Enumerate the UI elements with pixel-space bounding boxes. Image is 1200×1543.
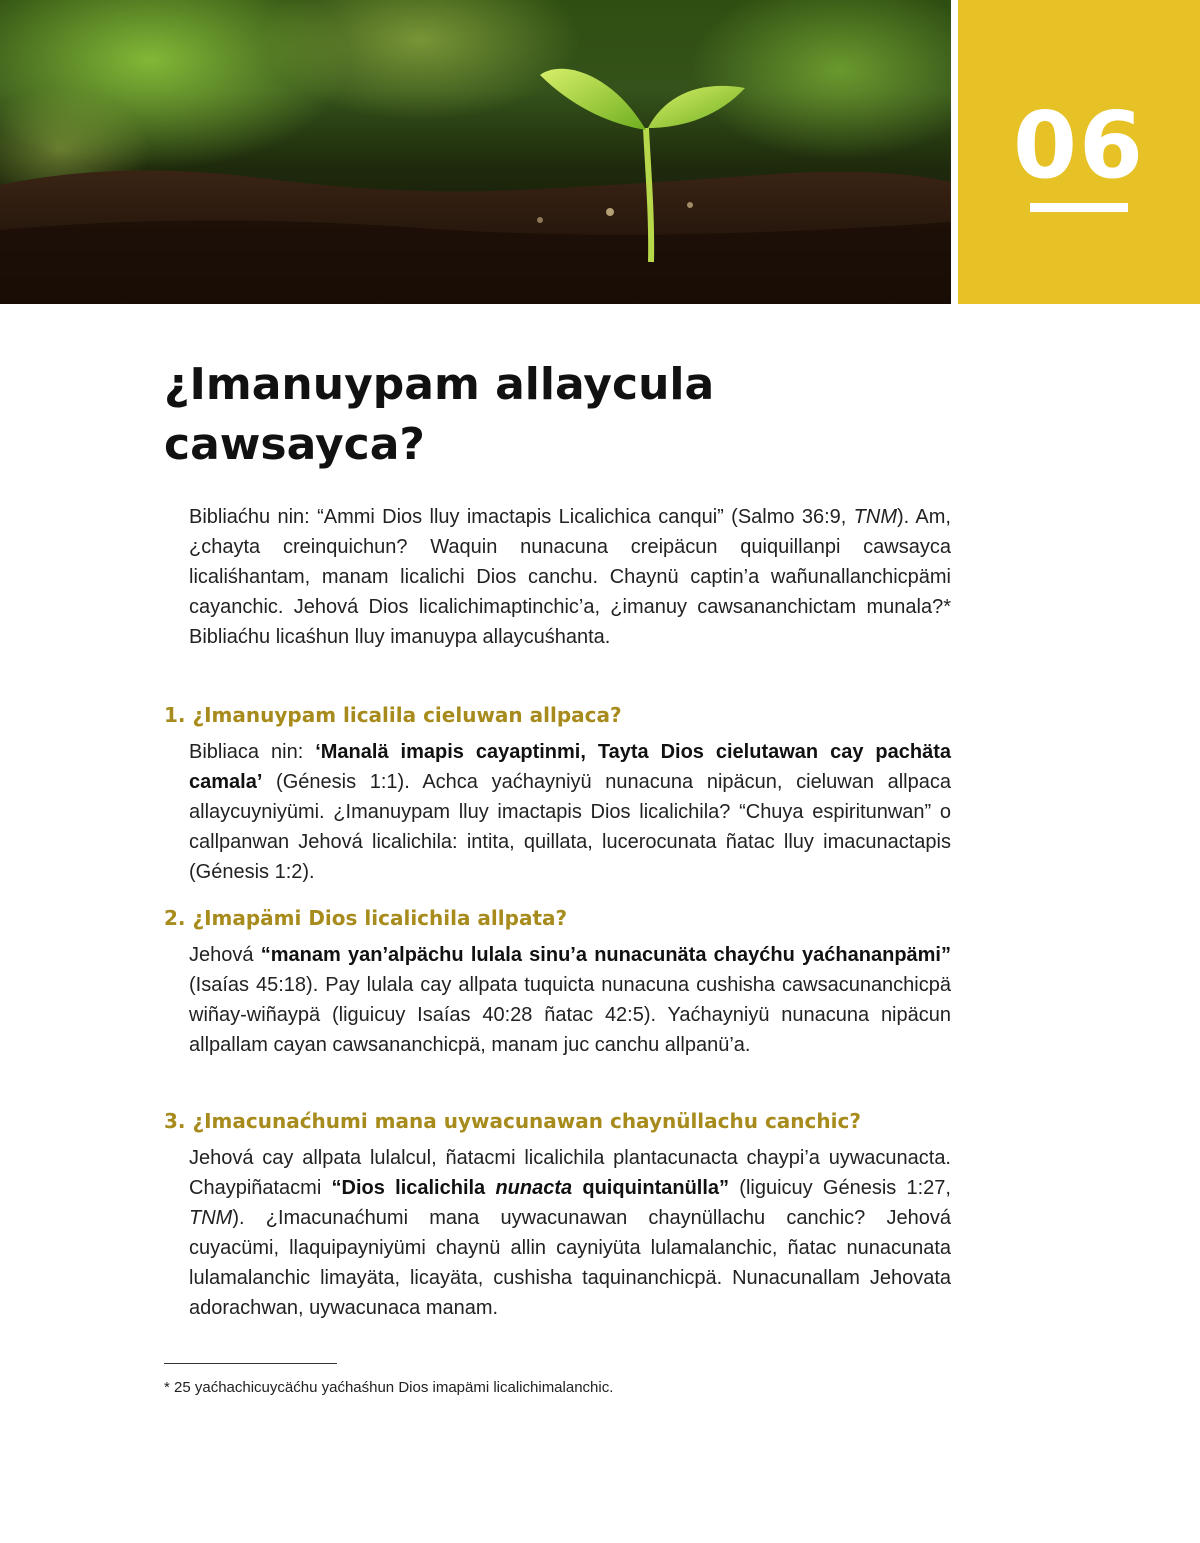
answer-2: Jehová “manam yan’alpächu lulala sinu’a nunacunäta chayćhu yaćhananpämi” (Isaías 45:18). Pay lulala cay allpata tuquicta nunacuna cushisha cawsacunanchicpä wiñay-wiñaypä (liguicuy Isaías 40:28 ñatac 42:5). Yaćhayniyü nunacuna nipäcun allpallam cayan cawsananchicpä, manam juc canchu allpanü’a. xyxy=(189,944,951,1056)
chapter-underline xyxy=(1030,203,1128,212)
answer-3: Jehová cay allpata lulalcul, ñatacmi licalichila plantacunacta chaypi’a uywacunacta. Chaypiñatacmi “Dios licalichila nunacta quiquintanülla” (liguicuy Génesis 1:27, TNM). ¿Imacunaćhumi mana uywacunawan chaynüllachu canchic? Jehová cuyacümi, llaquipayniyümi chaynü allin cayniyüta lulamalanchic, ñatac nunacunata lulamalanchic limayäta, licayäta, cushisha taquinanchicpä. Nunacunallam Jehovata adorachwan, uywacunaca manam. xyxy=(189,1147,951,1319)
intro-ref: TNM xyxy=(853,506,897,528)
footnote: * 25 yaćhachicuycäćhu yaćhaśhun Dios imapämi licalichimalanchic. xyxy=(164,1379,614,1396)
question-3: 3. ¿Imacunaćhumi mana uywacunawan chaynüllachu canchic? xyxy=(164,1109,861,1133)
question-1: 1. ¿Imanuypam licalila cieluwan allpaca? xyxy=(164,703,622,727)
hero-image xyxy=(0,0,951,304)
question-2: 2. ¿Imapämi Dios licalichila allpata? xyxy=(164,906,568,930)
intro-paragraph: Bibliaćhu nin: “Ammi Dios lluy imactapis Licalichica canqui” (Salmo 36:9, TNM). Am, ¿chayta creinquichun? Waquin nunacuna creipäcun quiquillanpi cawsayca licaliśhantam, manam licalichi Dios canchu. Chaynü captin’a wañunallanchicpämi cayanchic. Jehová Dios licalichimaptinchic’a, ¿imanuy cawsananchictam munala?* Bibliaćhu licaśhun lluy imanuypa allaycuśhanta. xyxy=(189,506,951,648)
chapter-badge xyxy=(958,0,1200,304)
footnote-divider xyxy=(164,1363,337,1364)
chapter-number: 06 xyxy=(1012,92,1146,199)
answer-1: Bibliaca nin: ‘Manalä imapis cayaptinmi, Tayta Dios cielutawan cay pachäta camala’ (Génesis 1:1). Achca yaćhayniyü nunacuna nipäcun, cieluwan allpaca allaycuyniyümi. ¿Imanuypam lluy imactapis Dios licalichila? “Chuya espiritunwan” o callpanwan Jehová licalichila: intita, quillata, lucerocunata ñatac lluy imacunactapis (Génesis 1:2). xyxy=(189,741,952,883)
page-title: ¿Imanuypam allaycula cawsayca? xyxy=(164,359,715,470)
